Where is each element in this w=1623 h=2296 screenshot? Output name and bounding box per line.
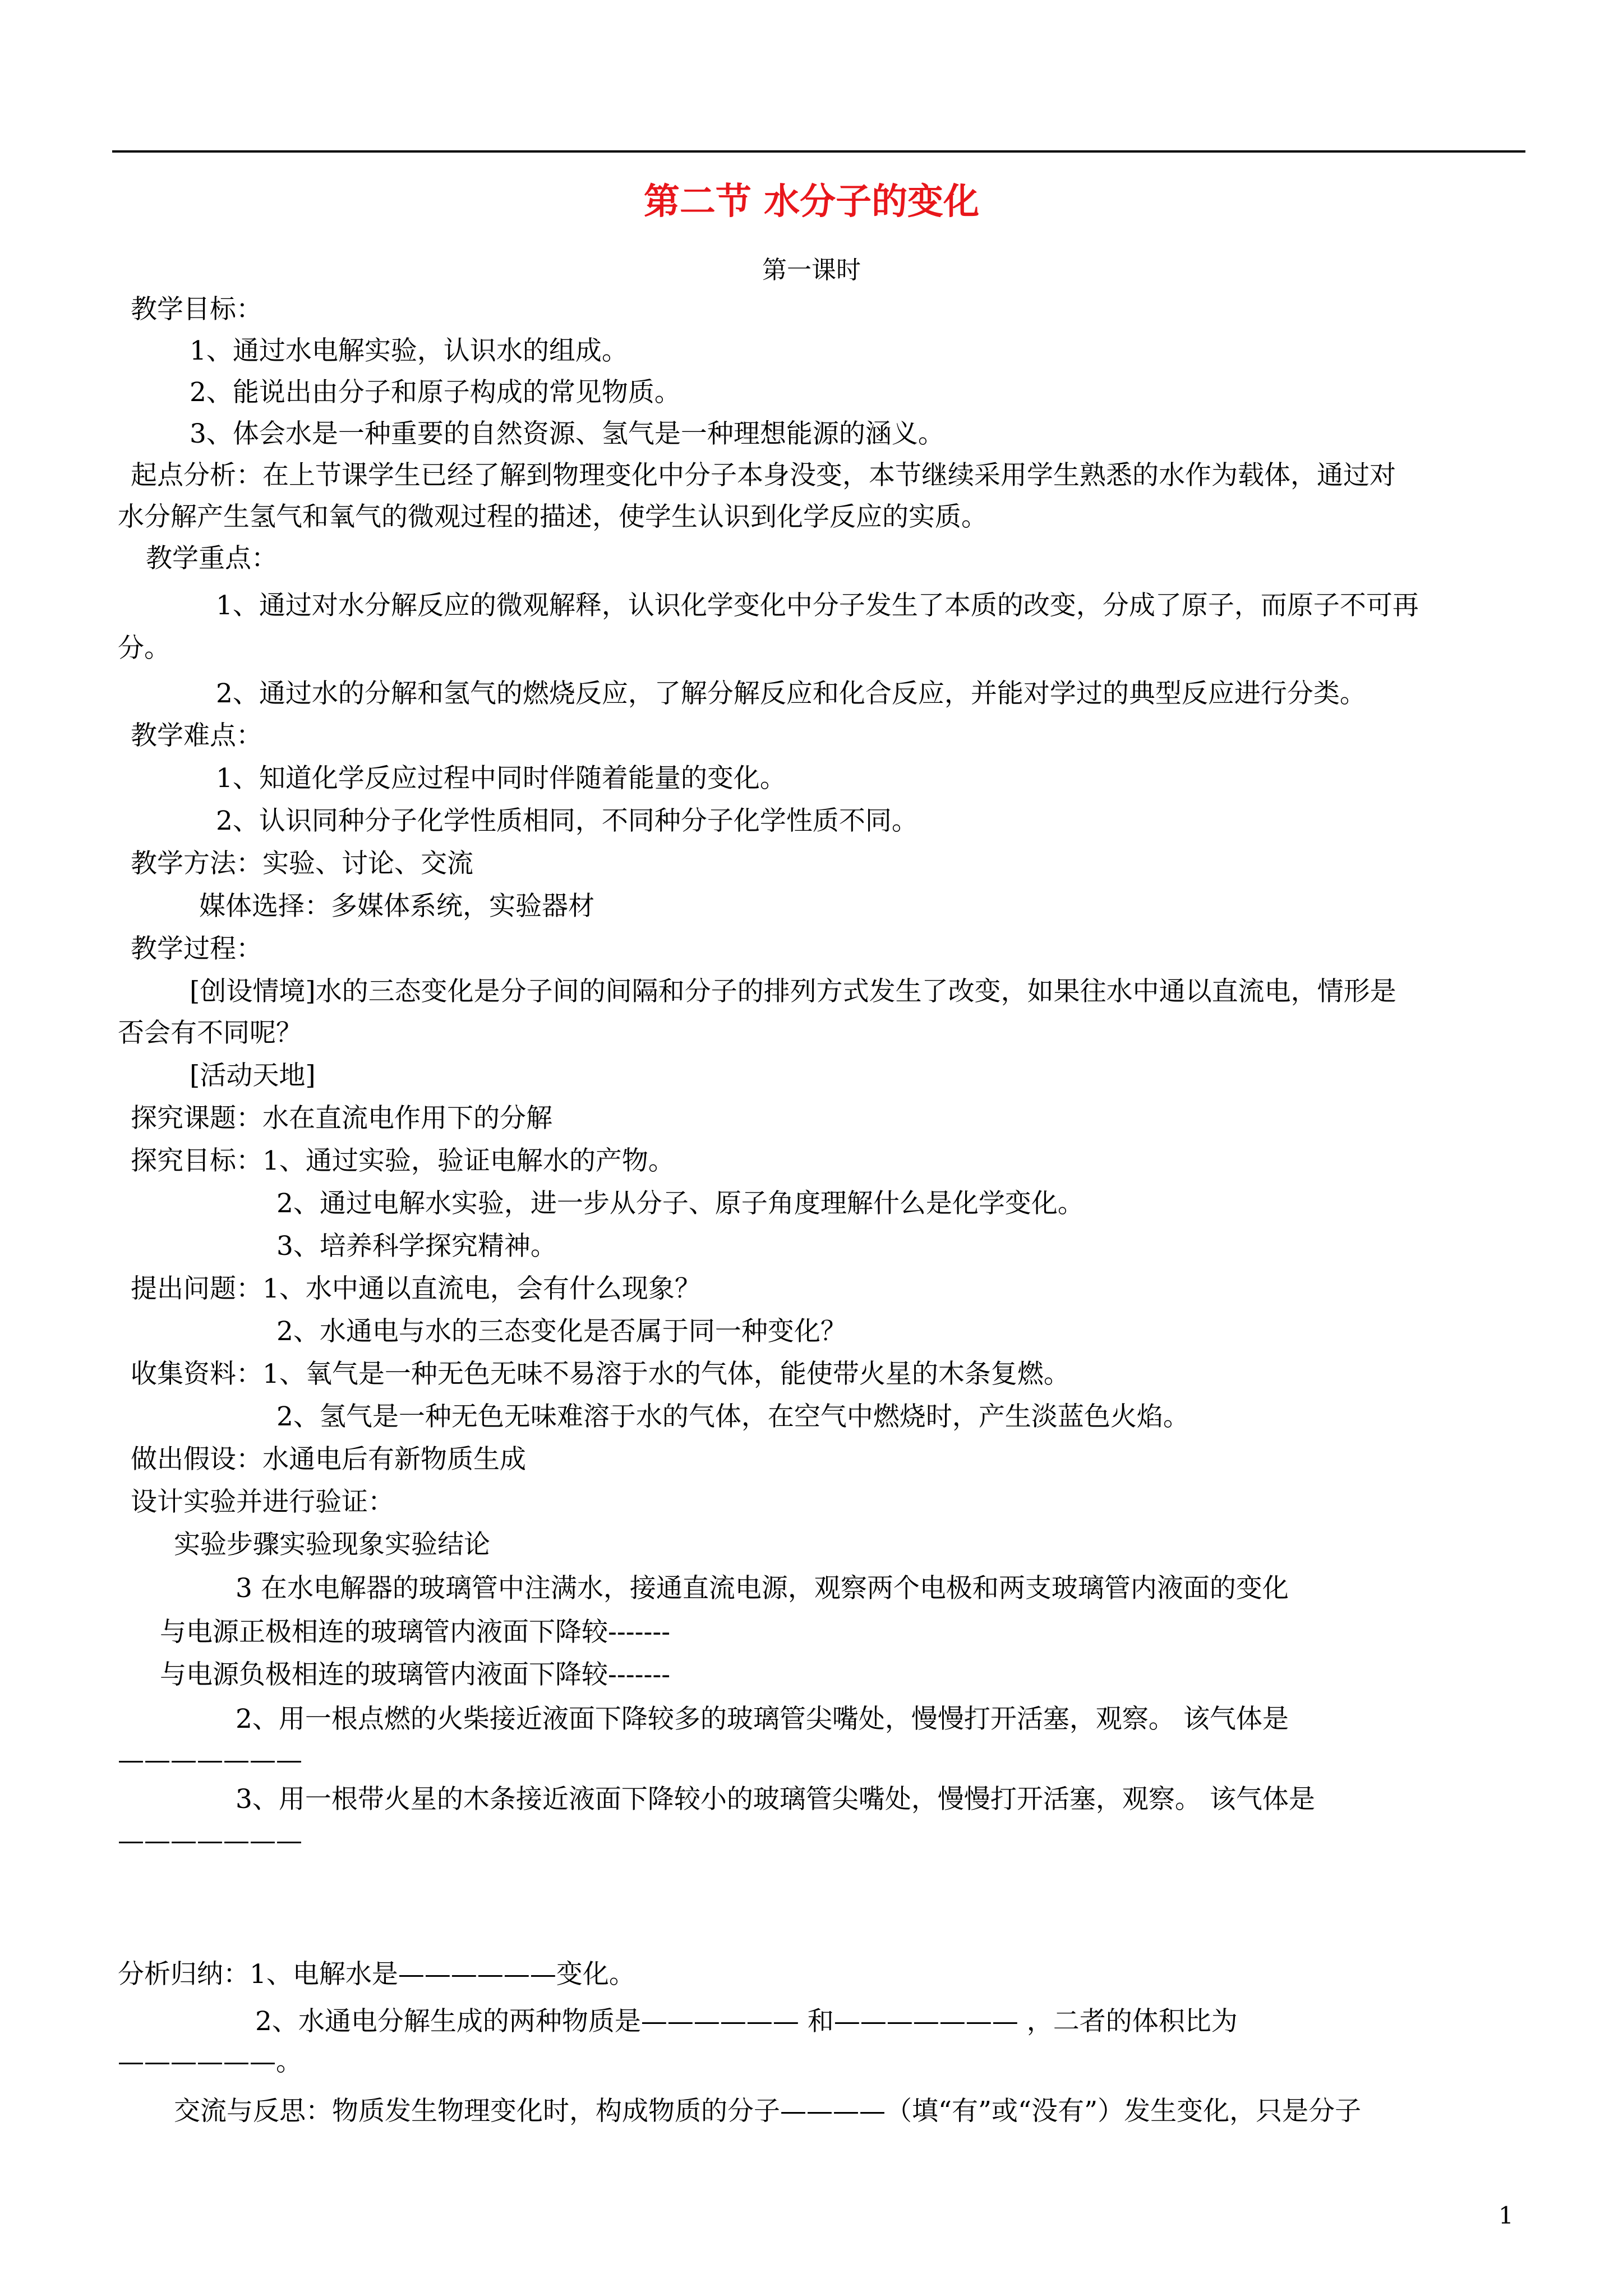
text-line: 与电源负极相连的玻璃管内液面下降较------- [160, 1659, 671, 1690]
text-line: 2、水通电分解生成的两种物质是—————— 和——————— ，二者的体积比为 [255, 2006, 1238, 2037]
text-line: 2、水通电与水的三态变化是否属于同一种变化？ [276, 1316, 847, 1347]
header-rule [112, 150, 1525, 153]
text-line: 2、能说出由分子和原子构成的常见物质。 [190, 377, 681, 408]
text-line: 分析归纳：1、电解水是——————变化。 [118, 1959, 635, 1990]
text-line: 分。 [118, 633, 170, 664]
text-line: 教学方法：实验、讨论、交流 [131, 848, 473, 879]
text-line: 探究目标：1、通过实验，验证电解水的产物。 [131, 1145, 675, 1176]
text-line: 教学目标： [131, 294, 262, 325]
page-title: 第二节 水分子的变化 [643, 181, 980, 223]
text-line: 教学过程： [131, 933, 262, 964]
text-line: 水分解产生氢气和氧气的微观过程的描述，使学生认识到化学反应的实质。 [118, 501, 988, 532]
text-line: 收集资料：1、氧气是一种无色无味不易溶于水的气体，能使带火星的木条复燃。 [131, 1359, 1070, 1389]
text-line: 与电源正极相连的玻璃管内液面下降较------- [160, 1617, 671, 1648]
text-line: 2、认识同种分子化学性质相同，不同种分子化学性质不同。 [216, 806, 918, 836]
text-line: 3 在水电解器的玻璃管中注满水，接通直流电源，观察两个电极和两支玻璃管内液面的变化 [236, 1573, 1289, 1604]
text-line: 教学难点： [131, 720, 262, 751]
text-line: 提出问题：1、水中通以直流电，会有什么现象？ [131, 1273, 701, 1304]
text-line: 3、培养科学探究精神。 [276, 1231, 557, 1262]
text-line: 设计实验并进行验证： [131, 1487, 394, 1517]
text-line: ——————— [118, 1745, 302, 1775]
text-line: [创设情境]水的三态变化是分子间的间隔和分子的排列方式发生了改变，如果往水中通以直流电，情形是 [190, 976, 1396, 1007]
text-line: 3、用一根带火星的木条接近液面下降较小的玻璃管尖嘴处，慢慢打开活塞，观察。 该气体是 [236, 1784, 1315, 1815]
text-line: 教学重点： [146, 543, 278, 574]
text-line: 实验步骤实验现象实验结论 [174, 1529, 490, 1560]
text-line: 媒体选择：多媒体系统，实验器材 [199, 891, 594, 922]
page-number: 1 [1498, 2202, 1514, 2229]
text-line: 1、通过对水分解反应的微观解释，认识化学变化中分子发生了本质的改变，分成了原子，而原子不可再 [216, 590, 1419, 621]
text-line: 1、通过水电解实验，认识水的组成。 [190, 335, 628, 366]
text-line: ——————— [118, 1825, 302, 1856]
text-line: 否会有不同呢？ [118, 1018, 302, 1048]
text-line: ——————。 [118, 2046, 302, 2077]
text-line: 探究课题：水在直流电作用下的分解 [131, 1103, 552, 1134]
text-line: 交流与反思：物质发生物理变化时，构成物质的分子————（填“有”或“没有”）发生变化，只是分子 [174, 2096, 1362, 2127]
page-subtitle: 第一课时 [762, 256, 861, 284]
text-line: 起点分析：在上节课学生已经了解到物理变化中分子本身没变，本节继续采用学生熟悉的水作为载体，通过对 [131, 460, 1396, 491]
text-line: [活动天地] [190, 1060, 316, 1091]
text-line: 3、体会水是一种重要的自然资源、氢气是一种理想能源的涵义。 [190, 418, 944, 449]
text-line: 2、氢气是一种无色无味难溶于水的气体，在空气中燃烧时，产生淡蓝色火焰。 [276, 1401, 1189, 1432]
text-line: 1、知道化学反应过程中同时伴随着能量的变化。 [216, 763, 786, 794]
text-line: 2、通过电解水实验，进一步从分子、原子角度理解什么是化学变化。 [276, 1188, 1084, 1219]
text-line: 做出假设：水通电后有新物质生成 [131, 1444, 526, 1475]
text-line: 2、用一根点燃的火柴接近液面下降较多的玻璃管尖嘴处，慢慢打开活塞，观察。 该气体是 [236, 1704, 1289, 1734]
text-line: 2、通过水的分解和氢气的燃烧反应，了解分解反应和化合反应，并能对学过的典型反应进行分类。 [216, 678, 1366, 709]
